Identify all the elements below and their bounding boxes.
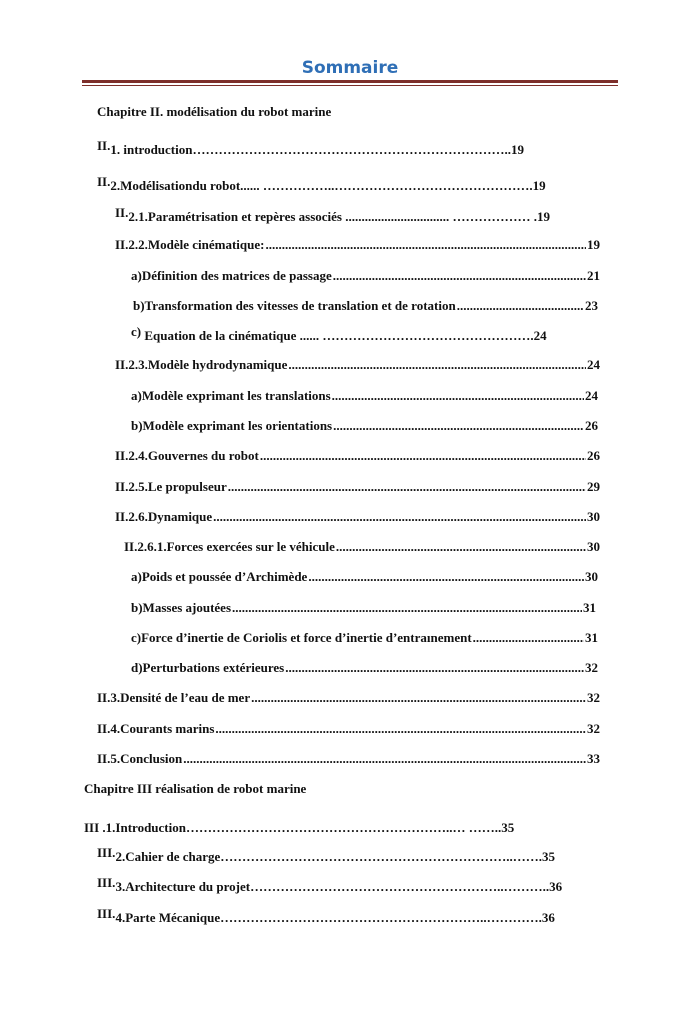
toc-entry-page: 29 xyxy=(587,479,600,494)
toc-entry-page: 24 xyxy=(533,328,547,343)
toc-entry[interactable] xyxy=(131,600,596,616)
toc-entry-label: c)Force d’inertie de Coriolis et force d’inertie d’entraınement xyxy=(131,630,472,645)
toc-entry[interactable] xyxy=(97,751,600,767)
toc-entry-page: 26 xyxy=(585,418,598,433)
toc-entry[interactable] xyxy=(115,205,600,225)
toc-entry-label: 2.1.Paramétrisation et repères associés ................................ ……………… xyxy=(128,209,531,224)
toc-entry-page: 24 xyxy=(587,357,600,372)
toc-entry[interactable] xyxy=(131,630,598,646)
title-rule-thin xyxy=(82,85,618,86)
toc-entry-page: 23 xyxy=(585,298,598,313)
toc-entry-label: II.2.6.Dynamique xyxy=(115,509,213,524)
toc-entry[interactable] xyxy=(131,388,598,404)
toc-entry-label: 2.Modélisationdu robot...... ……………..………………………………………. xyxy=(110,178,533,193)
toc-leader-dots xyxy=(457,298,584,314)
toc-entry[interactable] xyxy=(115,479,600,495)
toc-entry[interactable] xyxy=(84,820,584,836)
toc-leader-dots xyxy=(215,721,586,737)
toc-entry-page: .36 xyxy=(538,910,555,925)
toc-entry-page: .19 xyxy=(533,209,550,224)
chapter-heading-label: Chapitre II. modélisation du robot marine xyxy=(97,104,332,119)
toc-entry-prefix: III. xyxy=(97,845,116,860)
toc-entry-page: 32 xyxy=(587,690,600,705)
toc-entry-page: 19 xyxy=(532,178,546,193)
toc-entry[interactable] xyxy=(124,539,600,555)
toc-entry[interactable] xyxy=(131,418,598,434)
toc-entry[interactable] xyxy=(131,660,598,676)
toc-entry-label: 1. introduction……………………………………………………………….. xyxy=(110,142,511,157)
toc-leader-dots xyxy=(285,660,584,676)
toc-entry-label: a)Modèle exprimant les translations xyxy=(131,388,331,403)
toc-entry-page: 24 xyxy=(585,388,598,403)
toc-entry-label: II.3.Densité de l’eau de mer xyxy=(97,690,251,705)
toc-entry-page: 32 xyxy=(585,660,598,675)
toc-entry-page: 33 xyxy=(587,751,600,766)
toc-entry-label: II.2.5.Le propulseur xyxy=(115,479,227,494)
toc-entry-page: 30 xyxy=(585,569,598,584)
chapter-heading-label: Chapitre III réalisation de robot marine xyxy=(84,781,307,796)
page-title: Sommaire xyxy=(301,58,399,78)
toc-entry-label: a)Poids et poussée d’Archimède xyxy=(131,569,308,584)
toc-entry-label: 4.Parte Mécanique……………………………………………………..………… xyxy=(115,910,539,925)
toc-entry-label: II.2.6.1.Forces exercées sur le véhicule xyxy=(124,539,335,554)
toc-entry-label: II.2.3.Modèle hydrodynamique xyxy=(115,357,288,372)
toc-entry-label: III .1.Introduction……………………………………………………..… …….. xyxy=(84,820,502,835)
toc-leader-dots xyxy=(333,268,586,284)
toc-entry-label: 3.Architecture du projet…………………………………………………..………. xyxy=(115,879,546,894)
toc-entry[interactable] xyxy=(115,237,600,253)
toc-leader-dots xyxy=(232,600,582,616)
toc-entry-prefix: III. xyxy=(97,906,116,921)
chapter-heading xyxy=(84,781,306,797)
toc-leader-dots xyxy=(228,479,586,495)
toc-entry-page: 31 xyxy=(583,600,596,615)
toc-entry-page: 26 xyxy=(587,448,600,463)
toc-leader-dots xyxy=(251,690,586,706)
toc-entry-label: II.5.Conclusion xyxy=(97,751,183,766)
toc-entry-page: 30 xyxy=(587,509,600,524)
toc-entry[interactable] xyxy=(115,448,600,464)
toc-entry-label: Equation de la cinématique ...... …………………………………………. xyxy=(141,328,534,343)
toc-entry-label: a)Définition des matrices de passage xyxy=(131,268,332,283)
toc-entry-prefix: III. xyxy=(97,875,116,890)
toc-entry-prefix: II. xyxy=(115,205,129,220)
toc-leader-dots xyxy=(308,569,584,585)
toc-entry[interactable] xyxy=(97,138,583,158)
toc-leader-dots xyxy=(288,357,586,373)
toc-entry[interactable] xyxy=(115,357,600,373)
toc-entry[interactable] xyxy=(131,324,601,344)
toc-entry-label: b)Transformation des vitesses de translation et de rotation xyxy=(133,298,456,313)
toc-entry[interactable] xyxy=(97,906,587,926)
toc-entry[interactable] xyxy=(131,569,598,585)
toc-entry-label: d)Perturbations extérieures xyxy=(131,660,285,675)
toc-leader-dots xyxy=(213,509,586,525)
toc-entry-prefix: c) xyxy=(131,324,142,339)
toc-entry-page: 32 xyxy=(587,721,600,736)
toc-entry-label: II.2.4.Gouvernes du robot xyxy=(115,448,259,463)
title-rule-thick xyxy=(82,80,618,83)
toc-entry-label: 2.Cahier de charge…………………………………………………………..…… xyxy=(115,849,539,864)
toc-entry-label: II.2.2.Modèle cinématique: xyxy=(115,237,265,252)
toc-entry-page: 31 xyxy=(585,630,598,645)
toc-leader-dots xyxy=(336,539,586,555)
toc-entry[interactable] xyxy=(131,268,600,284)
toc-entry-label: b)Modèle exprimant les orientations xyxy=(131,418,333,433)
toc-entry[interactable] xyxy=(115,509,600,525)
toc-entry-page: 19 xyxy=(587,237,600,252)
toc-entry[interactable] xyxy=(97,845,587,865)
toc-entry[interactable] xyxy=(97,174,602,194)
toc-leader-dots xyxy=(473,630,584,646)
toc-entry[interactable] xyxy=(97,690,600,706)
toc-entry-page: 35 xyxy=(501,820,515,835)
toc-entry-label: b)Masses ajoutées xyxy=(131,600,232,615)
toc-leader-dots xyxy=(332,388,584,404)
toc-entry[interactable] xyxy=(133,298,598,314)
toc-entry-label: II.4.Courants marins xyxy=(97,721,215,736)
toc-leader-dots xyxy=(333,418,584,434)
toc-entry-page: .35 xyxy=(538,849,556,864)
toc-entry-prefix: II. xyxy=(97,174,111,189)
chapter-heading xyxy=(97,104,331,120)
toc-entry-page: 21 xyxy=(587,268,600,283)
toc-entry-page: .36 xyxy=(545,879,563,894)
toc-entry-page: 19 xyxy=(510,142,524,157)
toc-entry[interactable] xyxy=(97,721,600,737)
toc-leader-dots xyxy=(183,751,586,767)
toc-entry[interactable] xyxy=(97,875,587,895)
toc-entry-page: 30 xyxy=(587,539,600,554)
toc-entry-prefix: II. xyxy=(97,138,111,153)
toc-leader-dots xyxy=(265,237,586,253)
toc-leader-dots xyxy=(260,448,586,464)
